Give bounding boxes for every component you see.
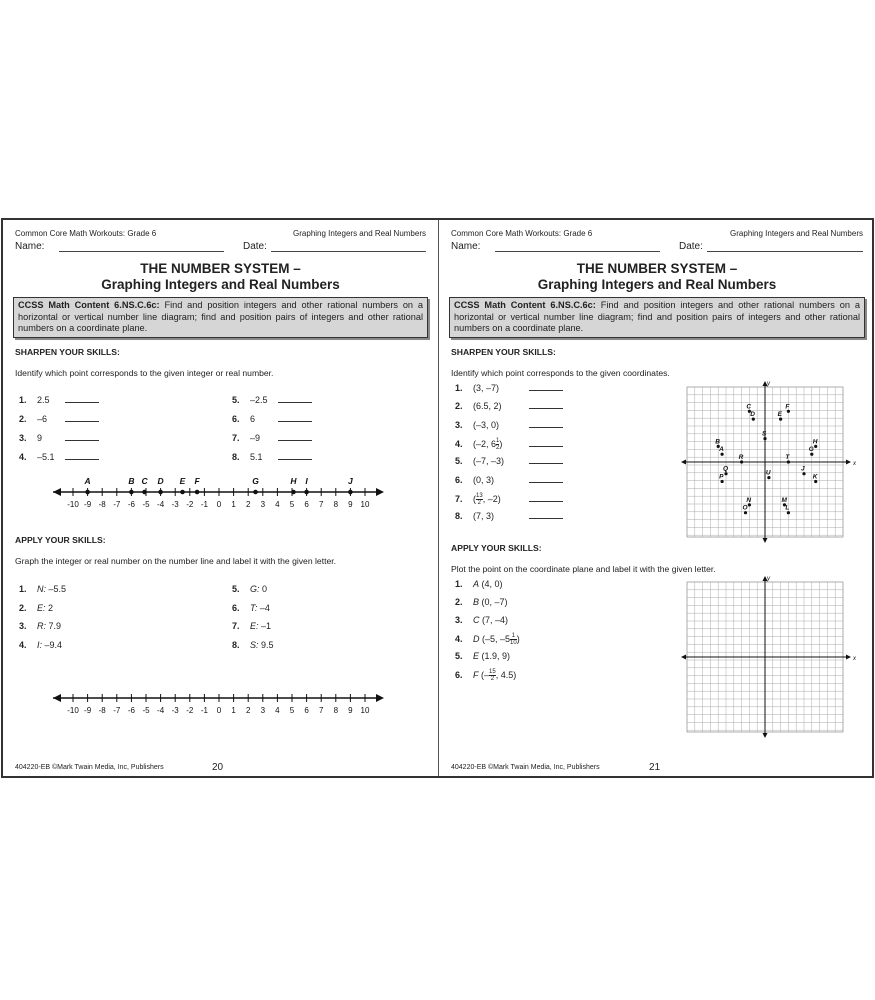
item-number: 2. <box>19 602 27 613</box>
page-number: 21 <box>649 762 661 773</box>
standard-box <box>449 297 865 338</box>
apply-heading: APPLY YOUR SKILLS: <box>451 543 542 553</box>
tick-label: -10 <box>67 500 79 509</box>
sharpen-item <box>455 475 563 489</box>
point-label: B <box>715 438 720 446</box>
item-value: –5.5 <box>46 584 67 594</box>
workbook-spread <box>1 218 874 778</box>
y-axis-label: y <box>767 381 770 387</box>
point-label: H <box>812 438 818 446</box>
item-value: 5.1 <box>250 452 263 462</box>
arrow-right-icon <box>846 655 851 660</box>
right-page <box>439 220 875 776</box>
left-page <box>3 220 439 776</box>
item-value-text: (–3, 0) <box>473 419 500 430</box>
tick-label: -7 <box>113 500 121 509</box>
tick-label: -1 <box>200 706 208 715</box>
tick-label: 2 <box>245 500 251 509</box>
point-marker <box>253 490 258 495</box>
item-value-text: (0, 3) <box>473 474 495 485</box>
tick-label: 9 <box>348 706 353 715</box>
footer-publisher: 404220-EB ©Mark Twain Media, Inc, Publishers <box>15 764 164 771</box>
answer-blank[interactable] <box>278 433 312 441</box>
tick-label: 1 <box>231 500 236 509</box>
item-letter: E <box>473 651 480 661</box>
coordinate-plane-apply[interactable] <box>679 576 861 738</box>
sharpen-item <box>232 414 312 428</box>
apply-item <box>232 584 267 598</box>
item-number: 1. <box>19 584 27 594</box>
point-label: F <box>785 403 790 411</box>
tick-label: -7 <box>113 706 121 715</box>
tick-label: 4 <box>275 500 280 509</box>
answer-blank[interactable] <box>65 452 99 460</box>
apply-item <box>19 584 66 598</box>
sharpen-heading: SHARPEN YOUR SKILLS: <box>451 347 556 357</box>
item-value: 2.5 <box>37 395 50 405</box>
tick-label: 3 <box>260 706 266 715</box>
point-label: A <box>719 446 724 454</box>
standard-code: CCSS Math Content 6.NS.C.6c: <box>18 300 160 310</box>
item-number: 5. <box>455 456 463 467</box>
title-line-2: Graphing Integers and Real Numbers <box>101 277 340 292</box>
point-marker <box>291 490 296 495</box>
arrow-right-icon <box>846 460 851 465</box>
item-value: (– <box>478 669 490 680</box>
tick-label: -3 <box>171 500 179 509</box>
fraction: $\frac{13}{2}$ <box>476 492 483 506</box>
item-value: 2 <box>45 602 54 613</box>
tick-label: 9 <box>348 500 353 509</box>
tick-label: -5 <box>142 706 150 715</box>
item-letter: S: <box>250 639 259 650</box>
item-value: –1 <box>258 621 272 631</box>
point-label: I <box>305 476 308 486</box>
tick-label: 6 <box>304 500 309 509</box>
y-axis-label: y <box>767 576 770 582</box>
name-date-row <box>15 241 426 253</box>
item-value <box>473 438 521 451</box>
page-title <box>439 261 875 293</box>
point-marker <box>195 490 200 495</box>
point-label: D <box>750 411 756 419</box>
item-number: 8. <box>232 639 240 650</box>
item-letter: E: <box>250 621 259 631</box>
apply-item <box>19 640 62 654</box>
item-value: –4 <box>257 602 270 613</box>
item-number: 2. <box>455 597 463 607</box>
item-value-text: (–7, –3) <box>473 456 505 467</box>
apply-item <box>19 621 61 635</box>
tick-label: -3 <box>171 706 179 715</box>
item-number: 6. <box>232 414 240 424</box>
item-value-text: (7, 3) <box>473 511 495 522</box>
point-label: A <box>84 476 91 486</box>
answer-blank[interactable] <box>529 494 563 502</box>
arrow-right-icon <box>376 694 384 702</box>
tick-label: -4 <box>157 500 165 509</box>
tick-label: -9 <box>84 706 92 715</box>
footer-publisher: 404220-EB ©Mark Twain Media, Inc, Publishers <box>451 764 600 771</box>
point-label: C <box>746 403 752 411</box>
fraction: $\frac{1}{10}$ <box>510 633 517 646</box>
item-value-suffix: ) <box>499 438 503 449</box>
item-value-suffix: , –2) <box>482 493 501 504</box>
sharpen-item <box>232 452 312 466</box>
point-marker <box>142 490 147 495</box>
tick-label: -4 <box>157 706 165 715</box>
point-label: F <box>194 476 200 486</box>
arrow-left-icon <box>53 488 61 496</box>
point-label: K <box>812 473 818 481</box>
answer-blank[interactable] <box>529 511 563 519</box>
item-number: 3. <box>455 615 463 625</box>
answer-blank[interactable] <box>278 414 312 422</box>
item-number: 3. <box>19 621 27 631</box>
sharpen-item <box>455 383 563 397</box>
name-label: Name: <box>451 241 481 252</box>
tick-label: -2 <box>186 706 194 715</box>
item-value-text: (3, –7) <box>473 383 500 393</box>
item-value: –9 <box>250 433 261 443</box>
item-value: –2.5 <box>250 395 268 405</box>
item-number: 2. <box>455 401 463 412</box>
tick-label: 4 <box>275 706 280 715</box>
point-label: N <box>746 496 752 504</box>
item-value: (1.9, 9) <box>479 651 511 661</box>
point-label: H <box>290 476 297 486</box>
date-label: Date: <box>243 241 267 252</box>
item-value: 9.5 <box>258 639 274 650</box>
tick-label: -9 <box>84 500 92 509</box>
answer-blank[interactable] <box>529 439 563 447</box>
apply-item <box>455 615 508 629</box>
sharpen-item <box>455 401 563 415</box>
apply-item <box>455 597 508 611</box>
name-field[interactable] <box>495 251 660 252</box>
item-letter: C <box>473 615 480 625</box>
standard-text: Find and position integers and other rational numbers on a horizontal or vertical number line diagram; find and position pairs of integers and other rational numbers on a coordinate plane. <box>454 300 860 334</box>
tick-label: -6 <box>127 500 135 509</box>
item-value-suffix: ) <box>516 633 520 644</box>
item-letter: E: <box>37 602 46 613</box>
apply-item <box>232 603 270 617</box>
arrow-left-icon <box>681 460 686 465</box>
item-value: (–5, –5 <box>479 633 511 644</box>
point-marker <box>348 490 353 495</box>
apply-instructions: Plot the point on the coordinate plane and label it with the given letter. <box>451 564 716 574</box>
point-label: R <box>738 454 744 461</box>
item-letter: F <box>473 669 479 680</box>
fraction: $\frac{15}{2}$ <box>489 669 496 682</box>
standard-code: CCSS Math Content 6.NS.C.6c: <box>454 300 596 310</box>
date-label: Date: <box>679 241 703 252</box>
tick-label: -2 <box>186 500 194 509</box>
item-number: 4. <box>455 438 463 449</box>
item-value: 6 <box>250 414 256 424</box>
tick-label: 2 <box>245 706 251 715</box>
point-label: T <box>785 454 790 461</box>
chapter-title: Graphing Integers and Real Numbers <box>730 229 863 238</box>
tick-label: 10 <box>360 706 370 715</box>
item-number: 8. <box>455 511 463 522</box>
answer-blank[interactable] <box>65 395 99 403</box>
apply-item <box>232 640 274 654</box>
sharpen-item <box>455 438 563 452</box>
title-line-2: Graphing Integers and Real Numbers <box>537 277 777 292</box>
item-value-text: ( <box>473 493 476 504</box>
item-number: 4. <box>455 633 463 644</box>
tick-label: -8 <box>98 500 106 509</box>
tick-label: -10 <box>67 706 79 715</box>
tick-label: -1 <box>200 500 208 509</box>
arrow-right-icon <box>376 488 384 496</box>
item-number: 6. <box>232 602 240 613</box>
date-field[interactable] <box>707 251 863 252</box>
item-letter: A <box>473 579 480 589</box>
item-value-text: (6.5, 2) <box>473 401 502 412</box>
point-marker <box>158 490 163 495</box>
item-value <box>473 401 521 411</box>
tick-label: 0 <box>216 706 222 715</box>
book-title: Common Core Math Workouts: Grade 6 <box>451 229 593 238</box>
point-label: L <box>785 504 790 512</box>
apply-instructions: Graph the integer or real number on the number line and label it with the given letter. <box>15 556 337 566</box>
tick-label: 10 <box>360 500 370 509</box>
page-title <box>3 261 438 293</box>
tick-label: 7 <box>318 500 324 509</box>
apply-item <box>232 621 271 635</box>
answer-blank[interactable] <box>529 456 563 464</box>
apply-item <box>455 633 520 647</box>
tick-label: 5 <box>289 706 295 715</box>
book-title: Common Core Math Workouts: Grade 6 <box>15 229 157 238</box>
item-letter: I: <box>37 639 43 650</box>
point-label: C <box>141 476 148 486</box>
item-value: –5.1 <box>37 452 55 462</box>
item-number: 5. <box>455 651 463 661</box>
item-value: –9.4 <box>42 639 63 650</box>
item-number: 3. <box>455 419 463 430</box>
apply-item <box>19 603 53 617</box>
tick-label: 0 <box>216 500 222 509</box>
title-line-1: THE NUMBER SYSTEM – <box>576 261 738 276</box>
tick-label: 3 <box>260 500 266 509</box>
item-value: (4, 0) <box>479 579 503 589</box>
arrow-left-icon <box>681 655 686 660</box>
sharpen-item <box>19 452 99 466</box>
tick-label: 5 <box>289 500 295 509</box>
point-marker <box>304 490 309 495</box>
point-label: M <box>781 496 787 504</box>
item-value <box>473 511 521 521</box>
item-number: 3. <box>19 433 27 443</box>
item-number: 1. <box>455 579 463 589</box>
item-value-text: (–2, 6 <box>473 438 497 449</box>
x-axis-label: x <box>853 656 856 662</box>
item-number: 1. <box>19 395 27 405</box>
item-value <box>473 420 521 430</box>
item-value <box>473 475 521 485</box>
point-label: S <box>762 430 767 438</box>
coordinate-plane-sharpen <box>679 381 861 543</box>
apply-item <box>455 669 516 683</box>
item-letter: G: <box>250 584 260 594</box>
tick-label: 8 <box>333 500 339 509</box>
tick-label: 7 <box>318 706 324 715</box>
item-number: 7. <box>455 493 463 504</box>
point-marker <box>129 490 134 495</box>
point-label: D <box>157 476 164 486</box>
point-label: G <box>808 446 814 454</box>
apply-heading: APPLY YOUR SKILLS: <box>15 535 106 545</box>
item-letter: D <box>473 633 480 644</box>
item-number: 2. <box>19 414 27 424</box>
tick-label: -5 <box>142 500 150 509</box>
item-letter: R: <box>37 621 46 631</box>
point-label: U <box>765 469 771 477</box>
answer-blank[interactable] <box>65 414 99 422</box>
title-line-1: THE NUMBER SYSTEM – <box>140 261 301 276</box>
arrow-down-icon <box>763 733 768 738</box>
name-date-row <box>451 241 863 253</box>
sharpen-item <box>19 433 99 447</box>
sharpen-item <box>455 511 563 525</box>
tick-label: -6 <box>127 706 135 715</box>
point-label: E <box>777 411 782 419</box>
apply-item <box>455 579 503 593</box>
date-field[interactable] <box>271 251 426 252</box>
item-number: 8. <box>232 452 240 462</box>
point-label: O <box>742 504 748 512</box>
point-label: P <box>719 473 724 481</box>
answer-blank[interactable] <box>278 395 312 403</box>
item-number: 4. <box>19 639 27 650</box>
sharpen-instructions: Identify which point corresponds to the given coordinates. <box>451 368 670 378</box>
sharpen-item <box>19 395 99 409</box>
item-number: 7. <box>232 433 240 443</box>
point-label: E <box>179 476 186 486</box>
name-label: Name: <box>15 241 45 252</box>
point-label: J <box>348 476 353 486</box>
answer-blank[interactable] <box>529 383 563 391</box>
sharpen-heading: SHARPEN YOUR SKILLS: <box>15 347 120 357</box>
item-letter: B <box>473 597 480 607</box>
point-label: Q <box>723 465 729 473</box>
sharpen-item <box>232 395 312 409</box>
arrow-left-icon <box>53 694 61 702</box>
fraction: $\frac{1}{2}$ <box>496 437 500 451</box>
item-number: 5. <box>232 395 240 405</box>
item-number: 6. <box>455 669 463 680</box>
sharpen-instructions: Identify which point corresponds to the given integer or real number. <box>15 368 274 378</box>
item-value: 9 <box>37 433 43 443</box>
point-marker <box>180 490 185 495</box>
point-marker <box>85 490 90 495</box>
sharpen-item <box>455 493 563 507</box>
name-field[interactable] <box>59 251 224 252</box>
item-value-suffix: , 4.5) <box>495 669 517 680</box>
tick-label: 1 <box>231 706 236 715</box>
item-value: (7, –4) <box>479 615 509 625</box>
item-letter: T: <box>250 602 258 613</box>
item-number: 4. <box>19 452 27 462</box>
arrow-down-icon <box>763 538 768 543</box>
answer-blank[interactable] <box>529 420 563 428</box>
point-label: J <box>801 465 805 473</box>
answer-blank[interactable] <box>278 452 312 460</box>
item-value <box>473 456 521 466</box>
item-value: –6 <box>37 414 48 424</box>
tick-label: -8 <box>98 706 106 715</box>
answer-blank[interactable] <box>65 433 99 441</box>
apply-item <box>455 651 510 665</box>
tick-label: 8 <box>333 706 339 715</box>
chapter-title: Graphing Integers and Real Numbers <box>293 229 426 238</box>
number-line-sharpen <box>3 470 439 530</box>
sharpen-item <box>455 456 563 470</box>
x-axis-label: x <box>853 461 856 467</box>
sharpen-item <box>19 414 99 428</box>
item-number: 5. <box>232 584 240 594</box>
tick-label: 6 <box>304 706 309 715</box>
point-label: G <box>252 476 259 486</box>
item-number: 1. <box>455 383 463 393</box>
sharpen-item <box>455 420 563 434</box>
number-line-apply <box>3 682 439 732</box>
point-label: B <box>128 476 135 486</box>
item-value: 0 <box>259 584 268 594</box>
item-value: 7.9 <box>46 621 62 631</box>
item-number: 6. <box>455 474 463 485</box>
standard-text: Find and position integers and other rational numbers on a horizontal or vertical number line diagram; find and position pairs of integers and other rational numbers on a coordinate plane. <box>18 300 423 334</box>
item-value: (0, –7) <box>479 597 508 607</box>
item-number: 7. <box>232 621 240 631</box>
answer-blank[interactable] <box>529 401 563 409</box>
sharpen-item <box>232 433 312 447</box>
answer-blank[interactable] <box>529 475 563 483</box>
item-value <box>473 493 521 506</box>
page-number: 20 <box>212 762 224 773</box>
standard-box <box>13 297 428 338</box>
item-letter: N: <box>37 584 46 594</box>
item-value <box>473 383 521 393</box>
